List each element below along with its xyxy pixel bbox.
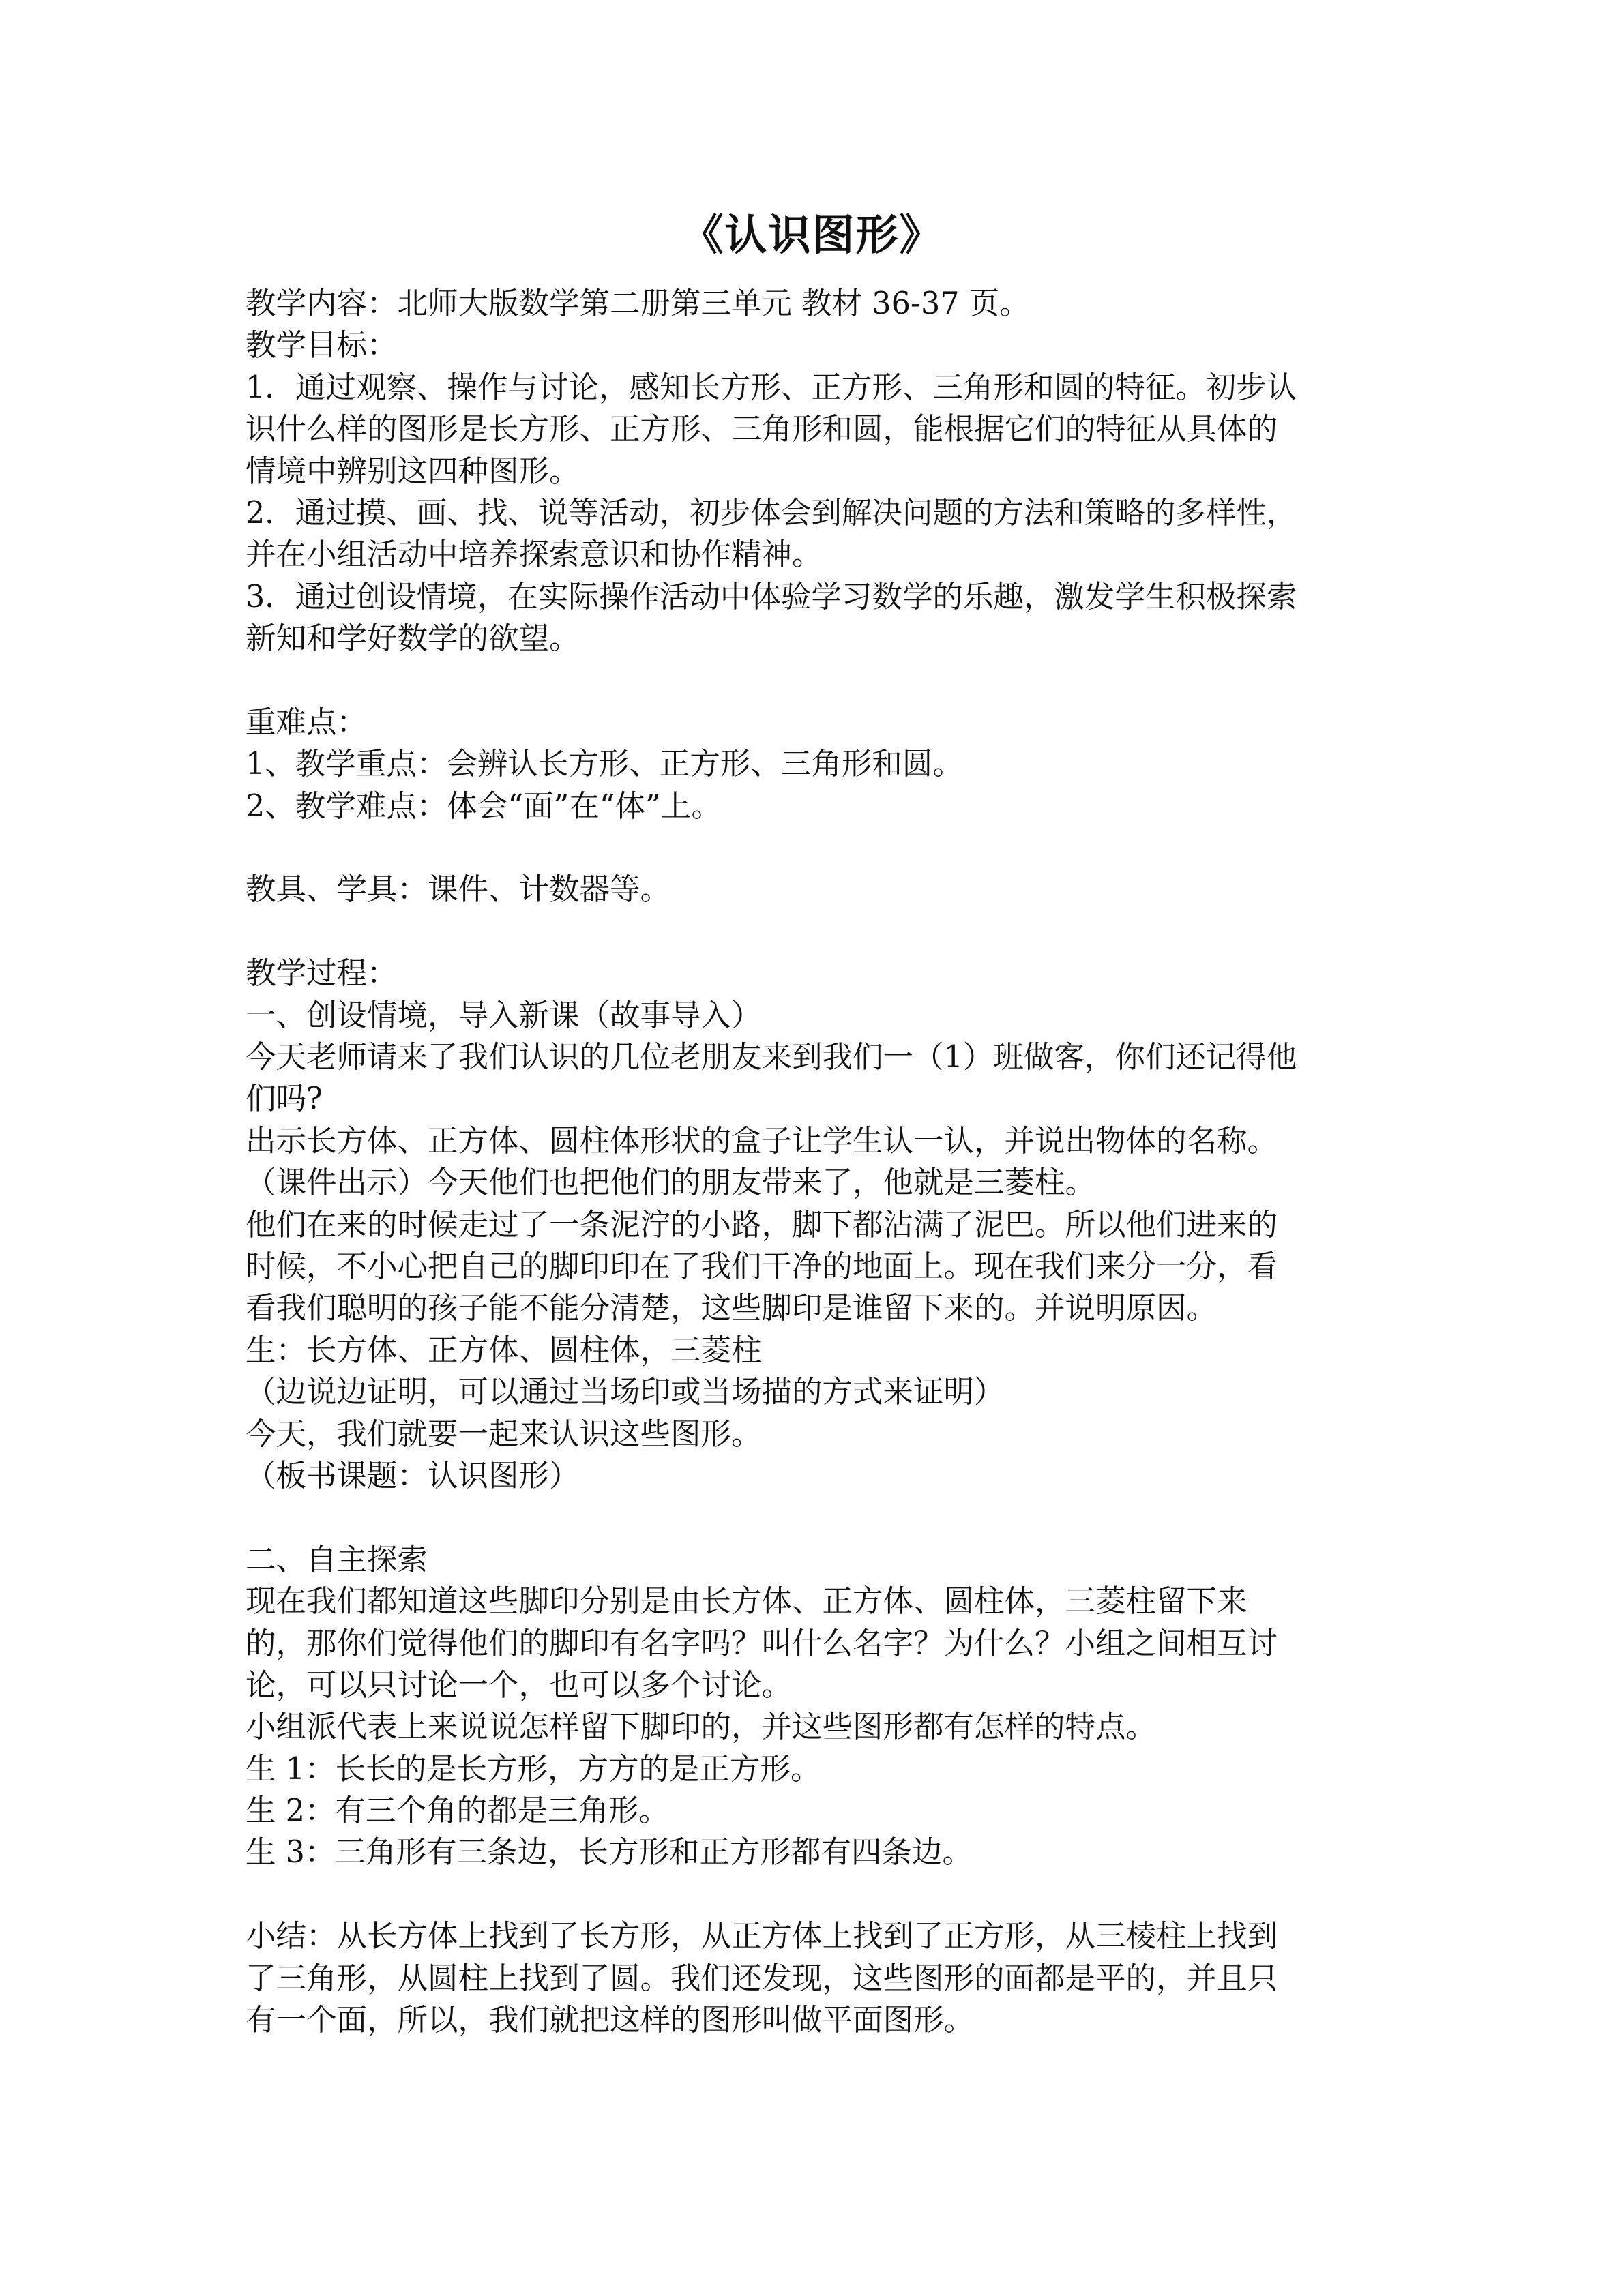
- text-line: 教学内容：北师大版数学第二册第三单元 教材 36-37 页。: [246, 286, 1030, 321]
- text-line: 3．通过创设情境，在实际操作活动中体验学习数学的乐趣，激发学生积极探索: [246, 579, 1297, 614]
- text-line: 1．通过观察、操作与讨论，感知长方形、正方形、三角形和圆的特征。初步认: [246, 370, 1297, 405]
- text-line: （边说边证明，可以通过当场印或当场描的方式来证明）: [246, 1375, 1005, 1410]
- text-line: （板书课题：认识图形）: [246, 1458, 580, 1493]
- blank-line: [246, 911, 1378, 953]
- text-line: 有一个面，所以，我们就把这样的图形叫做平面图形。: [246, 2003, 975, 2038]
- text-line: 了三角形，从圆柱上找到了圆。我们还发现，这些图形的面都是平的，并且只: [246, 1960, 1278, 1996]
- text-line: 新知和学好数学的欲望。: [246, 621, 580, 657]
- text-line: 教具、学具：课件、计数器等。: [246, 872, 671, 908]
- text-line: 1、教学重点：会辨认长方形、正方形、三角形和圆。: [246, 747, 963, 782]
- text-line: （课件出示）今天他们也把他们的朋友带来了，他就是三菱柱。: [246, 1165, 1096, 1201]
- text-line: 论，可以只讨论一个，也可以多个讨论。: [246, 1667, 793, 1703]
- text-line: 教学目标：: [246, 328, 398, 363]
- text-line: 时候，不小心把自己的脚印印在了我们干净的地面上。现在我们来分一分，看: [246, 1249, 1278, 1284]
- blank-line: [246, 1874, 1378, 1915]
- text-line: 二、自主探索: [246, 1542, 428, 1577]
- text-line: 生：长方体、正方体、圆柱体，三菱柱: [246, 1332, 762, 1368]
- text-line: 看我们聪明的孩子能不能分清楚，这些脚印是谁留下来的。并说明原因。: [246, 1291, 1217, 1326]
- text-line: 今天，我们就要一起来认识这些图形。: [246, 1416, 762, 1452]
- text-line: 重难点：: [246, 704, 368, 740]
- text-line: 的，那你们觉得他们的脚印有名字吗？叫什么名字？为什么？小组之间相互讨: [246, 1626, 1278, 1661]
- text-line: 出示长方体、正方体、圆柱体形状的盒子让学生认一认，并说出物体的名称。: [246, 1123, 1278, 1159]
- text-line: 今天老师请来了我们认识的几位老朋友来到我们一（1）班做客，你们还记得他: [246, 1040, 1297, 1075]
- text-line: 小结：从长方体上找到了长方形，从正方体上找到了正方形，从三棱柱上找到: [246, 1919, 1278, 1954]
- text-line: 情境中辨别这四种图形。: [246, 453, 580, 489]
- text-line: 一、创设情境，导入新课（故事导入）: [246, 998, 762, 1033]
- blank-line: [246, 827, 1378, 869]
- text-line: 2．通过摸、画、找、说等活动，初步体会到解决问题的方法和策略的多样性，: [246, 495, 1297, 531]
- text-line: 2、教学难点：体会“面”在“体”上。: [246, 788, 722, 824]
- text-line: 识什么样的图形是长方形、正方形、三角形和圆，能根据它们的特征从具体的: [246, 412, 1278, 447]
- text-line: 教学过程：: [246, 956, 398, 992]
- text-line: 生 1：长长的是长方形，方方的是正方形。: [246, 1751, 821, 1787]
- blank-line: [246, 660, 1378, 702]
- document-title: 《认识图形》: [681, 210, 943, 260]
- text-line: 他们在来的时候走过了一条泥泞的小路，脚下都沾满了泥巴。所以他们进来的: [246, 1207, 1278, 1242]
- text-line: 现在我们都知道这些脚印分别是由长方体、正方体、圆柱体，三菱柱留下来: [246, 1584, 1247, 1620]
- text-line: 并在小组活动中培养探索意识和协作精神。: [246, 537, 823, 573]
- text-line: 生 2：有三个角的都是三角形。: [246, 1793, 669, 1829]
- document-body: [246, 283, 1378, 2041]
- blank-line: [246, 1497, 1378, 1538]
- text-line: 生 3：三角形有三条边，长方形和正方形都有四条边。: [246, 1835, 973, 1870]
- text-line: 们吗?: [246, 1082, 323, 1117]
- text-line: 小组派代表上来说说怎样留下脚印的，并这些图形都有怎样的特点。: [246, 1710, 1157, 1745]
